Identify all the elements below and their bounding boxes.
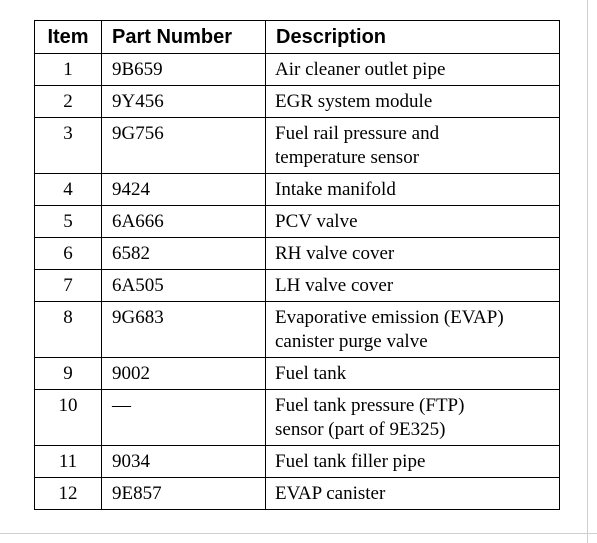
description-cell: [266, 478, 560, 510]
description-line: Air cleaner outlet pipe: [275, 59, 446, 80]
item-number-cell: 5: [35, 206, 102, 238]
table-row: [35, 206, 560, 238]
description-cell: [266, 54, 560, 86]
description-line: canister purge valve: [275, 331, 428, 352]
description-line: Evaporative emission (EVAP): [275, 307, 504, 328]
description-line: Fuel tank: [275, 363, 347, 384]
item-number-cell: 8: [35, 302, 102, 358]
description-cell: [266, 238, 560, 270]
part-number-cell: 9424: [102, 174, 266, 206]
parts-table-body: [35, 54, 560, 510]
page-edge-bottom: [0, 533, 597, 534]
description-line: temperature sensor: [275, 147, 420, 168]
description-line: RH valve cover: [275, 243, 395, 264]
item-number-cell: 7: [35, 270, 102, 302]
table-row: [35, 302, 560, 358]
item-number-cell: 4: [35, 174, 102, 206]
part-number-cell: 6A666: [102, 206, 266, 238]
table-row: [35, 174, 560, 206]
description-line: Fuel rail pressure and: [275, 123, 440, 144]
part-number-cell: 9G683: [102, 302, 266, 358]
table-row: [35, 446, 560, 478]
description-cell: [266, 390, 560, 446]
part-number-cell: 9B659: [102, 54, 266, 86]
description-cell: [266, 118, 560, 174]
header-row: [35, 21, 560, 54]
item-number-cell: 6: [35, 238, 102, 270]
description-cell: [266, 86, 560, 118]
table-row: [35, 238, 560, 270]
table-row: [35, 390, 560, 446]
description-line: sensor (part of 9E325): [275, 419, 446, 440]
part-number-cell: 9Y456: [102, 86, 266, 118]
part-number-cell: 6582: [102, 238, 266, 270]
part-number-cell: 9034: [102, 446, 266, 478]
description-cell: [266, 270, 560, 302]
header-part-number: Part Number: [102, 21, 266, 54]
description-cell: [266, 206, 560, 238]
part-number-cell: 9G756: [102, 118, 266, 174]
table-row: [35, 86, 560, 118]
description-cell: [266, 358, 560, 390]
item-number-cell: 3: [35, 118, 102, 174]
header-item: Item: [35, 21, 102, 54]
parts-table-header: [35, 21, 560, 54]
description-line: EGR system module: [275, 91, 433, 112]
description-line: PCV valve: [275, 211, 358, 232]
table-row: [35, 478, 560, 510]
header-description: Description: [266, 21, 560, 54]
item-number-cell: 12: [35, 478, 102, 510]
description-line: Intake manifold: [275, 179, 396, 200]
part-number-cell: 9002: [102, 358, 266, 390]
description-cell: [266, 446, 560, 478]
description-cell: [266, 302, 560, 358]
item-number-cell: 2: [35, 86, 102, 118]
item-number-cell: 11: [35, 446, 102, 478]
item-number-cell: 1: [35, 54, 102, 86]
description-line: Fuel tank filler pipe: [275, 451, 426, 472]
table-row: [35, 270, 560, 302]
table-row: [35, 358, 560, 390]
part-number-cell: —: [102, 390, 266, 446]
description-line: EVAP canister: [275, 483, 386, 504]
item-number-cell: 9: [35, 358, 102, 390]
description-line: LH valve cover: [275, 275, 394, 296]
item-number-cell: 10: [35, 390, 102, 446]
table-row: [35, 54, 560, 86]
description-cell: [266, 174, 560, 206]
part-number-cell: 6A505: [102, 270, 266, 302]
parts-table: [34, 20, 560, 510]
description-line: Fuel tank pressure (FTP): [275, 395, 465, 416]
part-number-cell: 9E857: [102, 478, 266, 510]
table-row: [35, 118, 560, 174]
page-edge-right: [587, 0, 588, 543]
